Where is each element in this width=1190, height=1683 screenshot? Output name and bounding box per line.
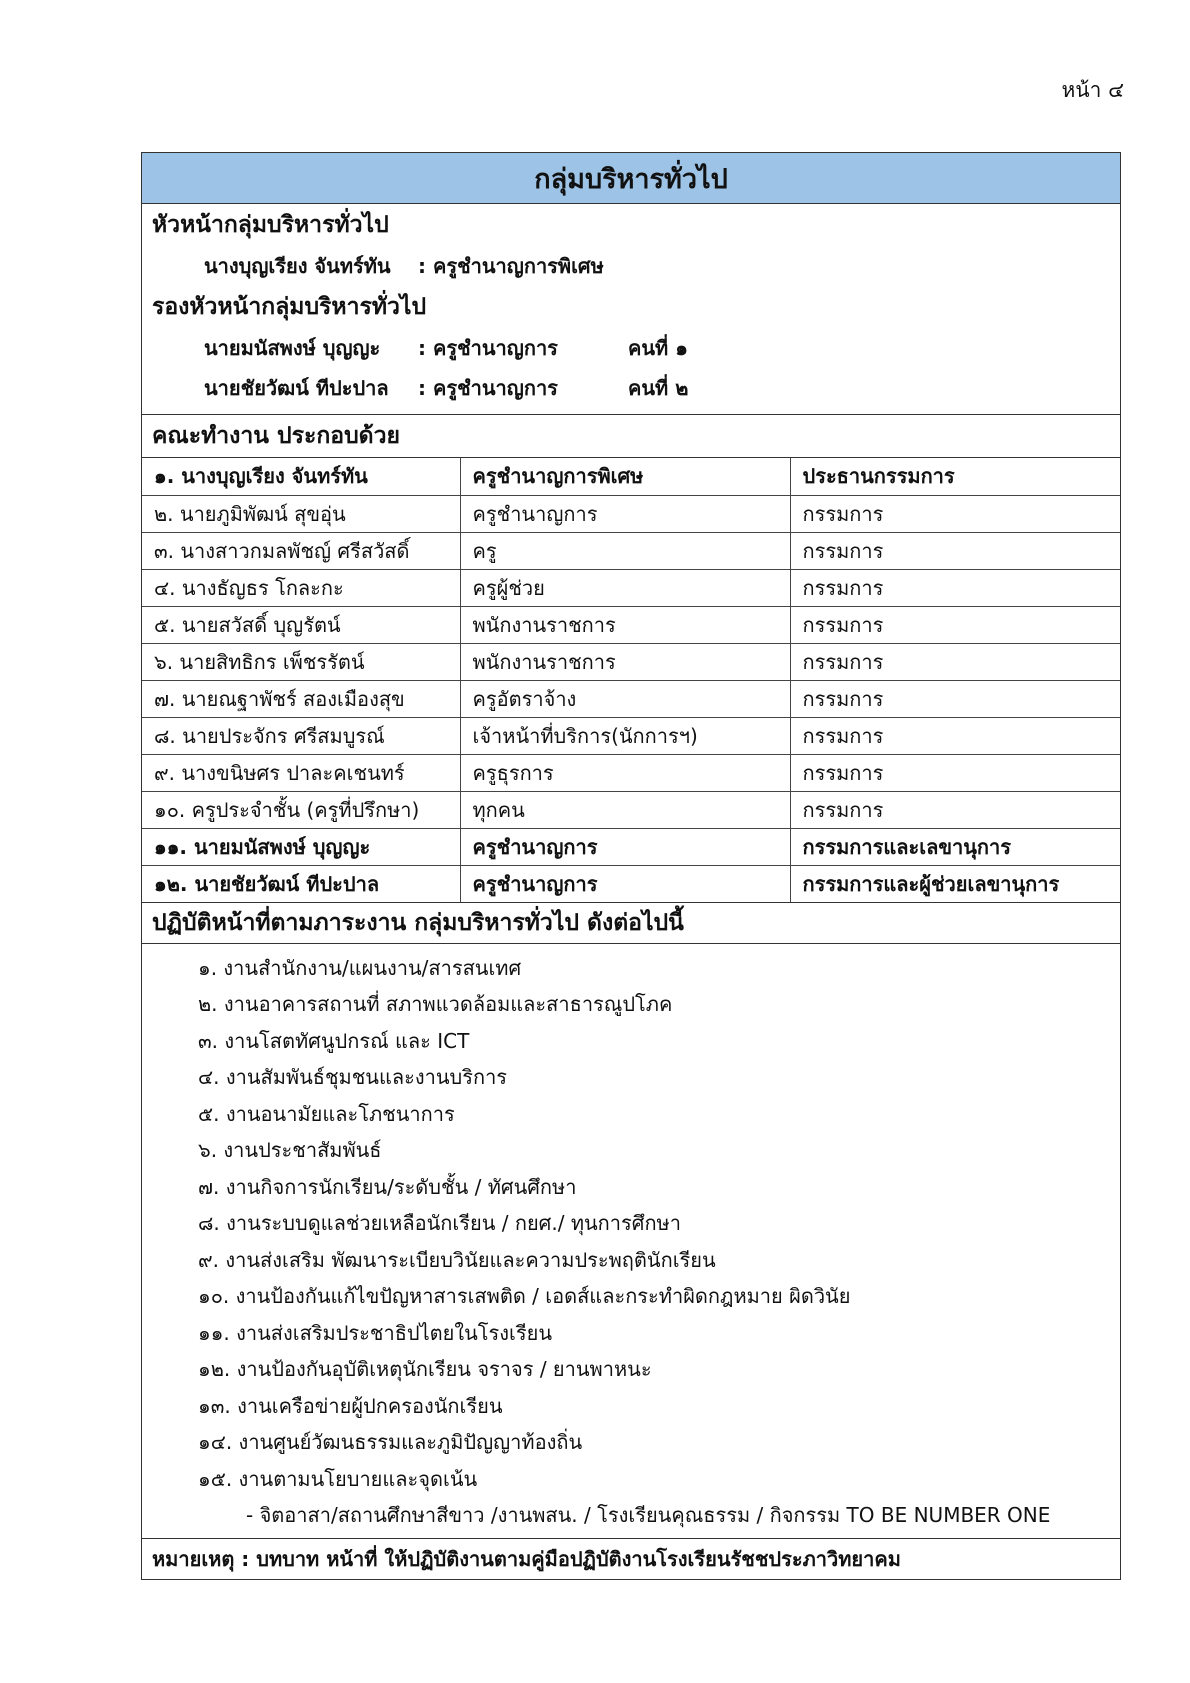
list-item: ๔. งานสัมพันธ์ชุมชนและงานบริการ: [198, 1065, 508, 1089]
deputy-person: [152, 368, 1110, 408]
member-name: ๑๒. นายชัยวัฒน์ ทีปะปาล: [142, 865, 460, 902]
deputy-role: : ครูชำนาญการ: [418, 336, 558, 360]
list-item: ๒. งานอาคารสถานที่ สภาพแวดล้อมและสาธารณูปโภค: [198, 992, 673, 1016]
list-item: ๑๒. งานป้องกันอุบัติเหตุนักเรียน จราจร / ยานพาหนะ: [198, 1357, 652, 1381]
duties-list: [142, 944, 1120, 1539]
member-duty: กรรมการและผู้ช่วยเลขานุการ: [790, 865, 1120, 902]
member-position: ครูผู้ช่วย: [460, 569, 790, 606]
member-duty: กรรมการ: [790, 717, 1120, 754]
group-title: กลุ่มบริหารทั่วไป: [142, 153, 1120, 204]
member-position: ครู: [460, 532, 790, 569]
head-name: นางบุญเรียง จันทร์ทัน: [204, 254, 391, 278]
member-position: ครูอัตราจ้าง: [460, 680, 790, 717]
member-duty: กรรมการ: [790, 680, 1120, 717]
member-duty: กรรมการ: [790, 569, 1120, 606]
list-item: ๖. งานประชาสัมพันธ์: [198, 1138, 382, 1162]
member-name: ๑๑. นายมนัสพงษ์ บุญญะ: [142, 828, 460, 865]
head-person: [152, 246, 1110, 286]
member-duty: กรรมการ: [790, 495, 1120, 532]
deputy-label: รองหัวหน้ากลุ่มบริหารทั่วไป: [152, 294, 427, 320]
table-row: [142, 828, 1120, 865]
list-item: ๑๔. งานศูนย์วัฒนธรรมและภูมิปัญญาท้องถิ่น: [198, 1430, 583, 1454]
deputy-person: [152, 328, 1110, 368]
table-row: [142, 495, 1120, 532]
list-item: ๗. งานกิจการนักเรียน/ระดับชั้น / ทัศนศึกษา: [198, 1174, 577, 1199]
member-position: ครูชำนาญการพิเศษ: [460, 458, 790, 495]
member-position: พนักงานราชการ: [460, 606, 790, 643]
page-number: หน้า ๔: [1061, 78, 1124, 102]
list-item: ๑. งานสำนักงาน/แผนงาน/สารสนเทศ: [198, 955, 522, 980]
list-item: ๑๐. งานป้องกันแก้ไขปัญหาสารเสพติด / เอดส์และกระทำผิดกฎหมาย ผิดวินัย: [198, 1284, 851, 1308]
member-duty: กรรมการและเลขานุการ: [790, 828, 1120, 865]
table-row: [142, 643, 1120, 680]
deputy-role: : ครูชำนาญการ: [418, 376, 558, 400]
list-sub-item: - จิตอาสา/สถานศึกษาสีขาว /งานพสน. / โรงเรียนคุณธรรม / กิจกรรม TO BE NUMBER ONE: [246, 1503, 1051, 1527]
table-row: [142, 606, 1120, 643]
list-item: ๑๑. งานส่งเสริมประชาธิปไตยในโรงเรียน: [198, 1320, 553, 1345]
list-item: ๑๓. งานเครือข่ายผู้ปกครองนักเรียน: [198, 1393, 503, 1418]
table-row: [142, 865, 1120, 902]
member-name: ๕. นายสวัสดิ์ บุญรัตน์: [142, 606, 460, 643]
member-position: ครูธุรการ: [460, 754, 790, 791]
member-name: ๓. นางสาวกมลพัชญ์ ศรีสวัสดิ์: [142, 532, 460, 569]
list-item: ๕. งานอนามัยและโภชนาการ: [198, 1101, 455, 1126]
member-duty: กรรมการ: [790, 532, 1120, 569]
head-role: : ครูชำนาญการพิเศษ: [418, 254, 604, 278]
member-position: เจ้าหน้าที่บริการ(นักการฯ): [460, 717, 790, 754]
member-name: ๑. นางบุญเรียง จันทร์ทัน: [142, 458, 460, 495]
committee-table: [142, 458, 1120, 903]
member-duty: กรรมการ: [790, 643, 1120, 680]
table-row: [142, 717, 1120, 754]
table-row: [142, 791, 1120, 828]
table-row: [142, 532, 1120, 569]
member-duty: กรรมการ: [790, 606, 1120, 643]
member-name: ๒. นายภูมิพัฒน์ สุขอุ่น: [142, 495, 460, 532]
member-name: ๔. นางธัญธร โกละกะ: [142, 569, 460, 606]
member-duty: กรรมการ: [790, 754, 1120, 791]
list-item: ๑๕. งานตามนโยบายและจุดเน้น: [198, 1466, 478, 1491]
member-position: ครูชำนาญการ: [460, 495, 790, 532]
member-duty: ประธานกรรมการ: [790, 458, 1120, 495]
table-row: [142, 754, 1120, 791]
admin-group-table: [141, 152, 1121, 1580]
deputy-name: นายมนัสพงษ์ บุญญะ: [204, 336, 381, 360]
member-name: ๘. นายประจักร ศรีสมบูรณ์: [142, 717, 460, 754]
member-name: ๖. นายสิทธิกร เพ็ชรรัตน์: [142, 643, 460, 680]
table-row: [142, 569, 1120, 606]
deputy-name: นายชัยวัฒน์ ทีปะปาล: [204, 376, 389, 400]
list-item: ๘. งานระบบดูแลช่วยเหลือนักเรียน / กยศ./ ทุนการศึกษา: [198, 1211, 681, 1235]
member-name: ๑๐. ครูประจำชั้น (ครูที่ปรึกษา): [142, 791, 460, 828]
deputy-order: คนที่ ๒: [628, 376, 689, 400]
list-item: ๓. งานโสตทัศนูปกรณ์ และ ICT: [198, 1028, 470, 1053]
member-position: ทุกคน: [460, 791, 790, 828]
committee-label: คณะทำงาน ประกอบด้วย: [142, 415, 1120, 458]
duties-label: ปฏิบัติหน้าที่ตามภาระงาน กลุ่มบริหารทั่วไป ดังต่อไปนี้: [142, 903, 1120, 944]
member-name: ๗. นายณฐาพัชร์ สองเมืองสุข: [142, 680, 460, 717]
member-position: ครูชำนาญการ: [460, 828, 790, 865]
table-row: [142, 680, 1120, 717]
member-position: พนักงานราชการ: [460, 643, 790, 680]
list-item: ๙. งานส่งเสริม พัฒนาระเบียบวินัยและความประพฤตินักเรียน: [198, 1247, 716, 1272]
member-name: ๙. นางขนิษศร ปาละคเชนทร์: [142, 754, 460, 791]
note: หมายเหตุ : บทบาท หน้าที่ ให้ปฏิบัติงานตามคู่มือปฏิบัติงานโรงเรียนรัชชประภาวิทยาคม: [152, 1546, 901, 1571]
table-row: [142, 458, 1120, 495]
deputy-order: คนที่ ๑: [628, 336, 688, 360]
leadership-section: [142, 204, 1120, 415]
member-duty: กรรมการ: [790, 791, 1120, 828]
head-label: หัวหน้ากลุ่มบริหารทั่วไป: [152, 212, 389, 238]
member-position: ครูชำนาญการ: [460, 865, 790, 902]
